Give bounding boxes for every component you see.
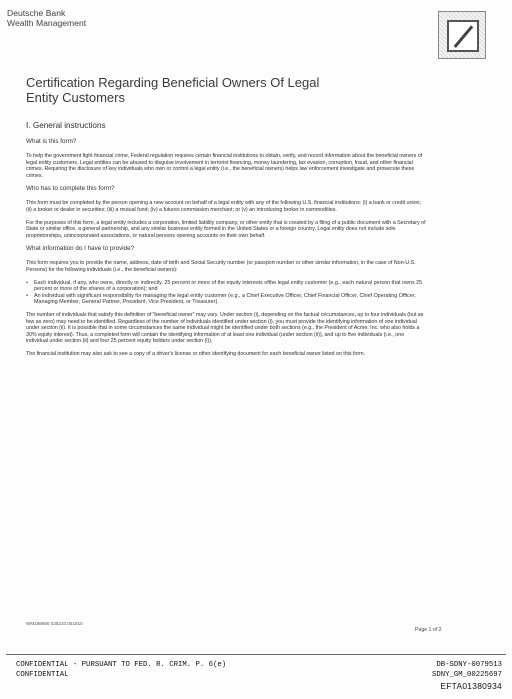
bates-number-db: DB-SDNY-0079513 [436, 661, 502, 669]
form-reference: WM188660 025210.051810 [26, 621, 83, 626]
title-line-1: Certification Regarding Beneficial Owners Of Legal [26, 75, 320, 90]
section-heading: I. General instructions [26, 121, 106, 130]
list-item: • An individual with significant responsibility for managing the legal entity customer (e.g., a Chief Executive Officer, Chief Financial Officer, Chief Operating Officer, Managing Member, General Partner, President, Vice President, or Treasurer). [26, 293, 426, 306]
question-heading: What information do I have to provide? [26, 245, 135, 253]
title-line-2: Entity Customers [26, 90, 125, 105]
brand-name [7, 8, 86, 28]
brand-line-1: Deutsche Bank [7, 8, 66, 18]
paragraph: For the purposes of this form, a legal entity includes a corporation, limited liability company, or other entity that is created by a filing of a public document with a Secretary of State or similar office, a general partnership, and any similar business entity formed in the United States or a foreign country. Legal entity does not include sole proprietorships, unincorporated associations, or natural persons opening accounts on their own behalf. [26, 219, 426, 239]
paragraph: This form requires you to provide the name, address, date of birth and Social Security number (or passport number or other similar information, in the case of Non-U.S. Persons) for the following individuals (i.e., the beneficial owners): [26, 260, 416, 273]
document-title [26, 75, 426, 105]
question-heading: Who has to complete this form? [26, 185, 115, 193]
paragraph: To help the government fight financial crime, Federal regulation requires certain financial institutions to obtain, verify, and record information about the beneficial owners of legal entity customers. Legal entities can be abused to disguise involvement in terrorist financing, money laundering, tax evasion, corruption, fraud, and other financial crimes. Requiring the disclosure of key individuals who own or control a legal entity (i.e., the beneficial owners) helps law enforcement investigate and prosecute these crimes. [26, 153, 423, 179]
confidential-label: CONFIDENTIAL [16, 671, 69, 679]
bates-number-sdny: SDNY_GM_00225697 [431, 671, 502, 679]
confidential-notice: CONFIDENTIAL - PURSUANT TO FED. R. CRIM. P. 6(e) [16, 661, 227, 669]
brand-line-2: Wealth Management [7, 18, 87, 28]
paragraph: This form must be completed by the person opening a new account on behalf of a legal entity with any of the following U.S. financial institutions: (i) a bank or credit union; (ii) a broker or dealer in securities; (iii) a mutual fund; (iv) a futures commission merchant; or (v) an introducing broker in commodities. [26, 200, 421, 213]
deutsche-bank-logo-icon [438, 11, 486, 59]
bullet-list [26, 280, 426, 306]
paragraph: The number of individuals that satisfy this definition of "beneficial owner" may vary. Under section (i), depending on the factual circumstances, up to four individuals (but as few as zero) may need to be identified. Regardless of the number of individuals identified under section (i), you must provide the identifying information of one individual under section (ii). It is possible that in some circumstances the same individual might be identified under both sections (e.g., the President of Acme, Inc. who also holds a 30% equity interest). Thus, a completed form will contain the identifying information of at least one individual (under section (ii)), and up to five individuals (i.e., one individual under section (ii) and four 25 percent equity holders under section (i)). [26, 311, 424, 345]
page-number: Page 1 of 2 [415, 627, 442, 633]
paragraph: The financial institution may also ask to see a copy of a driver's license or other identifying document for each beneficial owner listed on this form. [26, 350, 365, 357]
question-heading: What is this form? [26, 138, 77, 145]
list-item: • Each individual, if any, who owns, directly or indirectly, 25 percent or more of the equity interests ofthe legal entity customer (e.g., each natural person that owns 25 percent or more of the shares of a corporation); and [26, 280, 426, 293]
bates-number-efta: EFTA01380934 [440, 681, 502, 691]
document-body [26, 121, 426, 363]
footer-divider [6, 654, 506, 655]
